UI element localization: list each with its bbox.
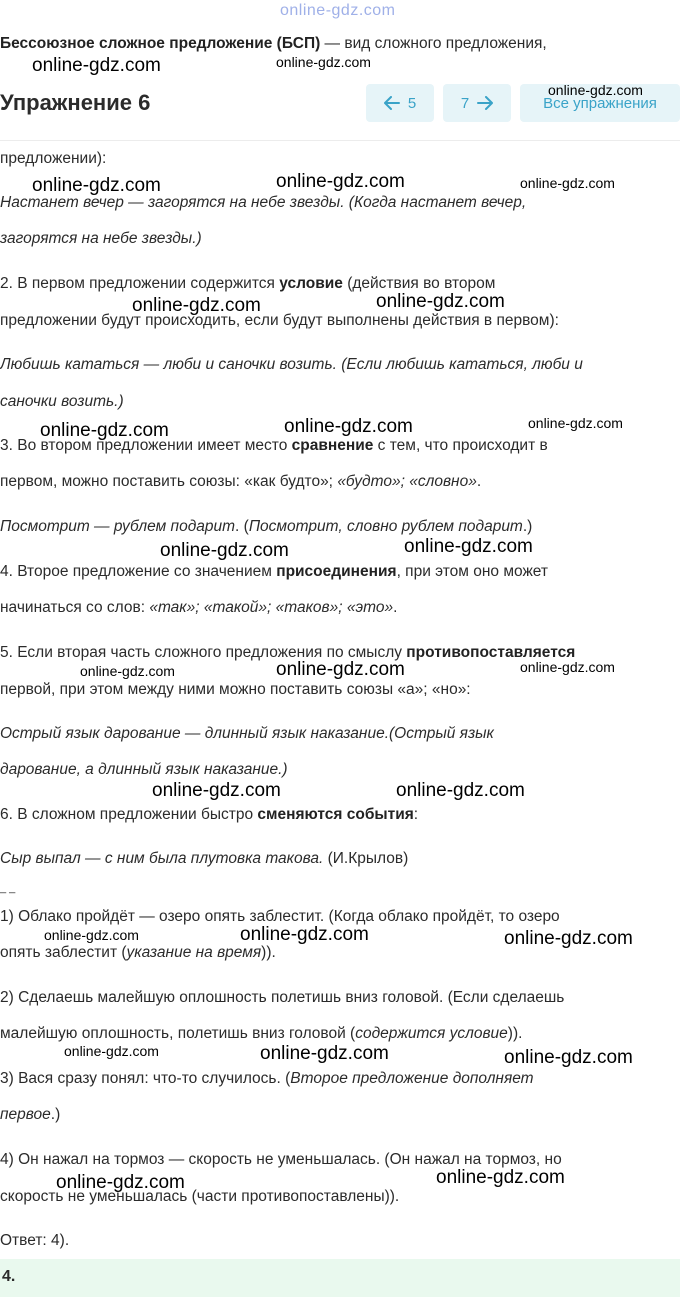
option-4: 4) Он нажал на тормоз — скорость не уменьшалась. (Он нажал на тормоз, но — [0, 1151, 562, 1168]
intro-term: Бессоюзное сложное предложение (БСП) — [0, 35, 321, 52]
all-exercises-label: Все упражнения — [543, 94, 657, 112]
example-line: Посмотрит — рублем подарит. (Посмотрит, словно рублем подарит.) — [0, 518, 533, 535]
watermark: online-gdz.com — [40, 420, 169, 441]
example-line: дарование, а длинный язык наказание.) — [0, 761, 288, 778]
answer-line: Ответ: 4). — [0, 1232, 70, 1249]
watermark: online-gdz.com — [284, 416, 413, 437]
final-answer: 4. — [2, 1268, 16, 1285]
example-line: саночки возить.) — [0, 393, 124, 410]
watermark: online-gdz.com — [32, 55, 161, 76]
arrow-right-icon — [477, 96, 493, 110]
intro-rest: — вид сложного предложения, — [320, 35, 547, 52]
watermark: online-gdz.com — [376, 291, 505, 312]
option-3-cont: первое.) — [0, 1106, 61, 1123]
header-divider — [0, 140, 680, 141]
watermark: online-gdz.com — [548, 82, 643, 98]
final-answer-box — [0, 1259, 680, 1297]
arrow-left-icon — [384, 96, 400, 110]
prev-exercise-button[interactable] — [366, 84, 434, 122]
example-line: Острый язык дарование — длинный язык наказание.(Острый язык — [0, 725, 494, 742]
prev-exercise-label: 5 — [407, 94, 417, 112]
option-2-cont: малейшую оплошность, полетишь вниз головой (содержится условие)). — [0, 1025, 523, 1042]
example-line: Настанет вечер — загорятся на небе звезды. (Когда настанет вечер, — [0, 194, 527, 211]
example-line: Любишь кататься — люби и саночки возить. (Если любишь кататься, люби и — [0, 356, 583, 373]
watermark: online-gdz.com — [32, 175, 161, 196]
next-exercise-button[interactable] — [443, 84, 511, 122]
watermark: online-gdz.com — [504, 1047, 633, 1068]
watermark: online-gdz.com — [260, 1043, 389, 1064]
watermark-top: online-gdz.com — [280, 2, 396, 19]
watermark: online-gdz.com — [396, 780, 525, 801]
text-line: предложении будут происходить, если будут выполнены действия в первом): — [0, 312, 559, 329]
rule-4: 4. Второе предложение со значением присоединения, при этом оно может — [0, 563, 549, 580]
watermark: online-gdz.com — [152, 780, 281, 801]
watermark: online-gdz.com — [520, 659, 615, 675]
rule-3: 3. Во втором предложении имеет место сравнение с тем, что происходит в — [0, 437, 548, 454]
watermark: online-gdz.com — [80, 663, 175, 679]
watermark: online-gdz.com — [44, 927, 139, 943]
rule-5: 5. Если вторая часть сложного предложения по смыслу противопоставляется — [0, 644, 576, 661]
option-1: 1) Облако пройдёт — озеро опять заблестит. (Когда облако пройдёт, то озеро — [0, 908, 560, 925]
watermark: online-gdz.com — [276, 54, 371, 70]
text-line: предложении): — [0, 150, 107, 167]
watermark: online-gdz.com — [404, 536, 533, 557]
watermark: online-gdz.com — [504, 928, 633, 949]
watermark: online-gdz.com — [160, 540, 289, 561]
option-2: 2) Сделаешь малейшую оплошность полетишь вниз головой. (Если сделаешь — [0, 989, 565, 1006]
intro-line — [0, 34, 547, 54]
next-exercise-label: 7 — [460, 94, 470, 112]
option-1-cont: опять заблестит (указание на время)). — [0, 944, 276, 961]
rule-6: 6. В сложном предложении быстро сменяются события: — [0, 806, 419, 823]
text-line: начинаться со слов: «так»; «такой»; «таков»; «это». — [0, 599, 398, 616]
watermark: online-gdz.com — [276, 659, 405, 680]
watermark: online-gdz.com — [520, 175, 615, 191]
watermark: online-gdz.com — [436, 1167, 565, 1188]
watermark: online-gdz.com — [528, 415, 623, 431]
watermark: online-gdz.com — [56, 1172, 185, 1193]
watermark: online-gdz.com — [64, 1043, 159, 1059]
option-4-cont: скорость не уменьшалась (части противопоставлены)). — [0, 1188, 400, 1205]
example-line: загорятся на небе звезды.) — [0, 230, 202, 247]
watermark: online-gdz.com — [276, 171, 405, 192]
rule-2: 2. В первом предложении содержится условие (действия во втором — [0, 275, 496, 292]
separator-text: _ _ — [0, 882, 16, 894]
example-line: Сыр выпал — с ним была плутовка такова. (И.Крылов) — [0, 850, 409, 867]
page-title: Упражнение 6 — [0, 90, 151, 115]
option-3: 3) Вася сразу понял: что-то случилось. (Второе предложение дополняет — [0, 1070, 534, 1087]
text-line: первой, при этом между ними можно поставить союзы «а»; «но»: — [0, 681, 471, 698]
text-line: первом, можно поставить союзы: «как будто»; «будто»; «словно». — [0, 473, 482, 490]
watermark: online-gdz.com — [240, 924, 369, 945]
watermark: online-gdz.com — [132, 295, 261, 316]
